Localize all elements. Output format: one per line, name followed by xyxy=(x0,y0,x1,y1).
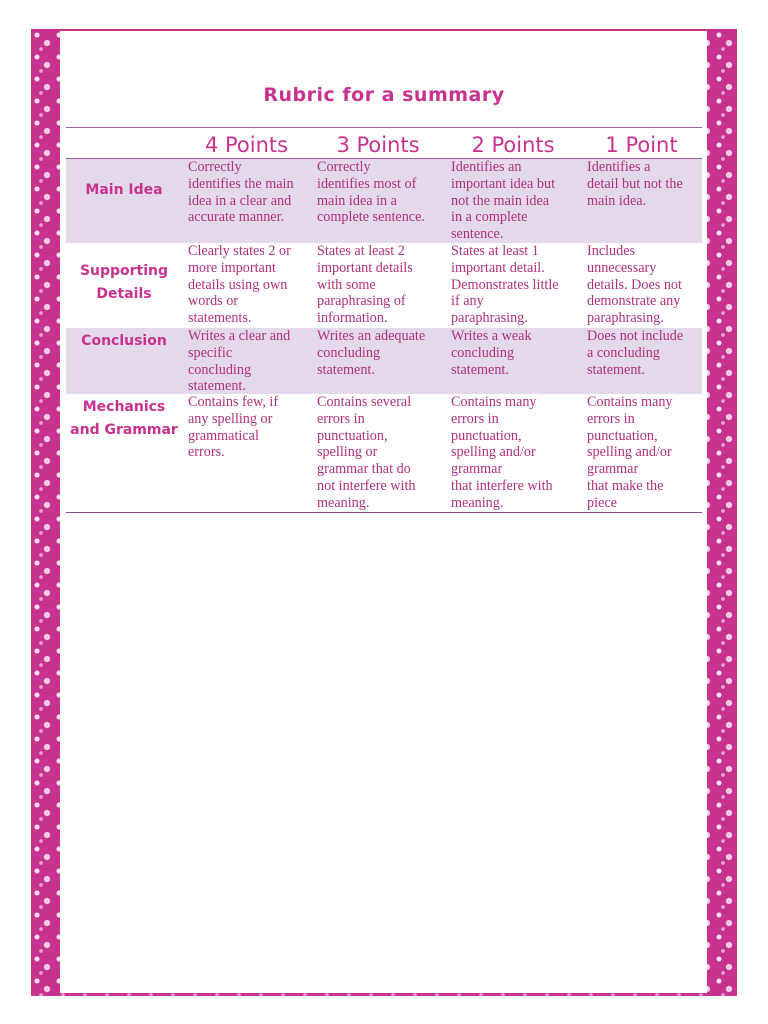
cell-supporting-details-4: Clearly states 2 or more important details using own words or statements. xyxy=(188,243,291,327)
row-label-supporting-details: Supporting Details xyxy=(79,263,169,302)
rubric-row-conclusion xyxy=(66,328,702,394)
rubric-table xyxy=(66,127,702,513)
cell-main-idea-2: Identifies an important idea but not the main idea in a complete sentence. xyxy=(451,159,556,243)
cell-mechanics-grammar-1: Contains many errors in punctuation, spelling and/or grammar that make the piece xyxy=(587,394,673,511)
header-3-points: 3 Points xyxy=(336,132,420,157)
cell-supporting-details-3: States at least 2 important details with some paraphrasing of information. xyxy=(317,243,413,327)
cell-supporting-details-1: Includes unnecessary details. Does not demonstrate any paraphrasing. xyxy=(587,243,682,327)
cell-mechanics-grammar-4: Contains few, if any spelling or grammatical errors. xyxy=(188,394,279,461)
cell-conclusion-3: Writes an adequate concluding statement. xyxy=(317,328,426,378)
page-title: Rubric for a summary xyxy=(263,84,505,106)
row-label-conclusion: Conclusion xyxy=(81,333,167,349)
cell-supporting-details-2: States at least 1 important detail. Demonstrates little if any paraphrasing. xyxy=(451,243,559,327)
row-label-main-idea: Main Idea xyxy=(85,182,163,198)
cell-conclusion-4: Writes a clear and specific concluding statement. xyxy=(188,328,291,395)
cell-conclusion-1: Does not include a concluding statement. xyxy=(587,328,684,378)
row-label-mechanics-grammar: Mechanics and Grammar xyxy=(70,399,178,438)
cell-main-idea-3: Correctly identifies most of main idea in a complete sentence. xyxy=(317,159,425,226)
cell-main-idea-4: Correctly identifies the main idea in a clear and accurate manner. xyxy=(188,159,294,226)
header-2-points: 2 Points xyxy=(471,132,555,157)
rubric-header-row xyxy=(66,128,702,159)
cell-main-idea-1: Identifies a detail but not the main idea. xyxy=(587,159,683,209)
cell-conclusion-2: Writes a weak concluding statement. xyxy=(451,328,532,378)
rubric-row-main-idea xyxy=(66,159,702,243)
rubric-row-supporting-details xyxy=(66,243,702,328)
rubric-row-mechanics-grammar xyxy=(66,394,702,512)
cell-mechanics-grammar-2: Contains many errors in punctuation, spelling and/or grammar that interfere with meaning. xyxy=(451,394,553,511)
cell-mechanics-grammar-3: Contains several errors in punctuation, spelling or grammar that do not interfere with meaning. xyxy=(317,394,416,511)
header-1-point: 1 Point xyxy=(605,132,678,157)
header-4-points: 4 Points xyxy=(204,132,289,157)
